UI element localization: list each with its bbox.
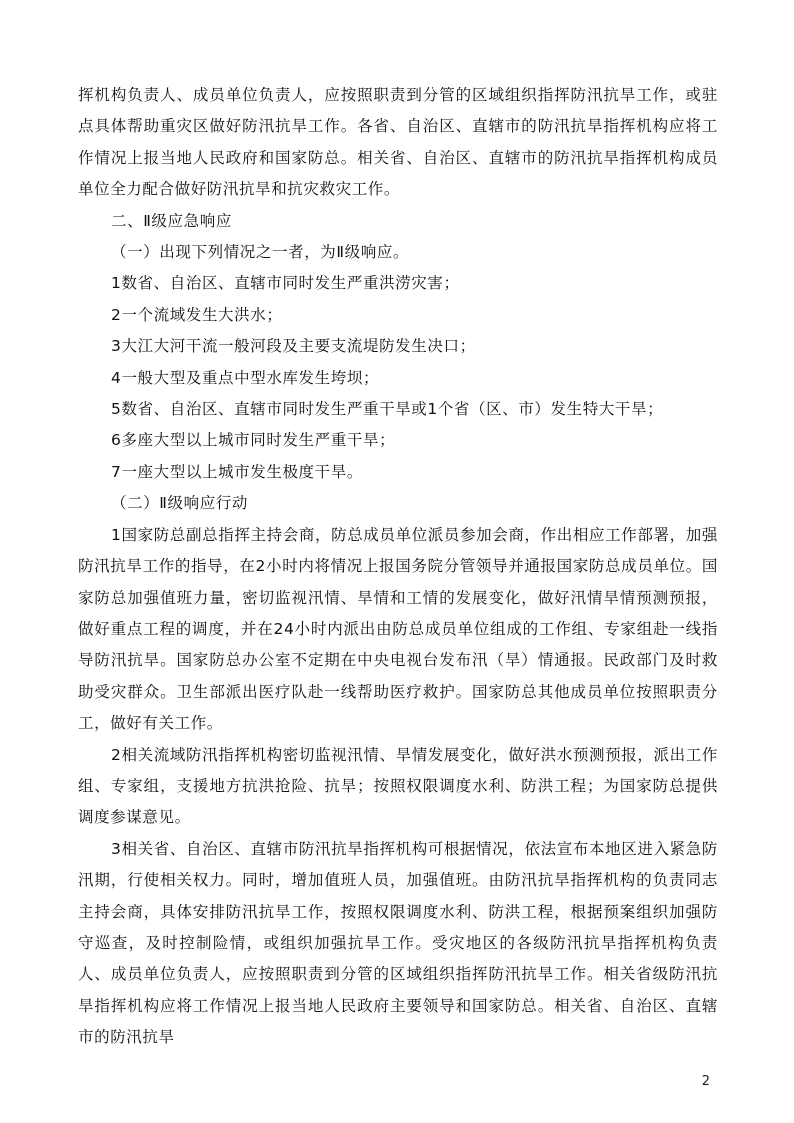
action-paragraph: 2相关流域防汛指挥机构密切监视汛情、旱情发展变化，做好洪水预测预报，派出工作组、专家组，支援地方抗洪抢险、抗旱；按照权限调度水利、防洪工程；为国家防总提供调度参谋意见。 [78, 745, 718, 827]
list-item: 3大江大河干流一般河段及主要支流堤防发生决口； [111, 337, 476, 356]
document-body [78, 80, 718, 1054]
action-paragraph: 1国家防总副总指挥主持会商，防总成员单位派员参加会商，作出相应工作部署，加强防汛抗旱工作的指导，在2小时内将情况上报国务院分管领导并通报国家防总成员单位。国家防总加强值班力量，密切监视汛情、旱情和工情的发展变化，做好汛情旱情预测预报，做好重点工程的调度，并在24小时内派出由防总成员单位组成的工作组、专家组赴一线指导防汛抗旱。国家防总办公室不定期在中央电视台发布汛（旱）情通报。民政部门及时救助受灾群众。卫生部派出医疗队赴一线帮助医疗救护。国家防总其他成员单位按照职责分工，做好有关工作。 [78, 525, 718, 733]
paragraph-continued: 挥机构负责人、成员单位负责人，应按照职责到分管的区域组织指挥防汛抗旱工作，或驻点具体帮助重灾区做好防汛抗旱工作。各省、自治区、直辖市的防汛抗旱指挥机构应将工作情况上报当地人民政府和国家防总。相关省、自治区、直辖市的防汛抗旱指挥机构成员单位全力配合做好防汛抗旱和抗灾救灾工作。 [78, 86, 718, 199]
subsection-heading-conditions: （一）出现下列情况之一者，为Ⅱ级响应。 [111, 243, 410, 262]
page-number: 2 [701, 1074, 710, 1089]
subsection-heading-actions: （二）Ⅱ级响应行动 [111, 494, 249, 513]
section-heading-level2-response: 二、Ⅱ级应急响应 [111, 211, 232, 230]
list-item: 5数省、自治区、直辖市同时发生严重干旱或1个省（区、市）发生特大干旱； [111, 400, 664, 419]
list-item: 2一个流域发生大洪水； [111, 305, 283, 324]
list-item: 6多座大型以上城市同时发生严重干旱； [111, 431, 396, 450]
list-item: 1数省、自治区、直辖市同时发生严重洪涝灾害； [111, 274, 460, 293]
list-item: 7一座大型以上城市发生极度干旱。 [111, 462, 363, 481]
action-paragraph: 3相关省、自治区、直辖市防汛抗旱指挥机构可根据情况，依法宣布本地区进入紧急防汛期，行使相关权力。同时，增加值班人员，加强值班。由防汛抗旱指挥机构的负责同志主持会商，具体安排防汛抗旱工作，按照权限调度水利、防洪工程，根据预案组织加强防守巡查，及时控制险情，或组织加强抗旱工作。受灾地区的各级防汛抗旱指挥机构负责人、成员单位负责人，应按照职责到分管的区域组织指挥防汛抗旱工作。相关省级防汛抗旱指挥机构应将工作情况上报当地人民政府主要领导和国家防总。相关省、自治区、直辖市的防汛抗旱 [78, 839, 718, 1047]
list-item: 4一般大型及重点中型水库发生垮坝； [111, 368, 380, 387]
